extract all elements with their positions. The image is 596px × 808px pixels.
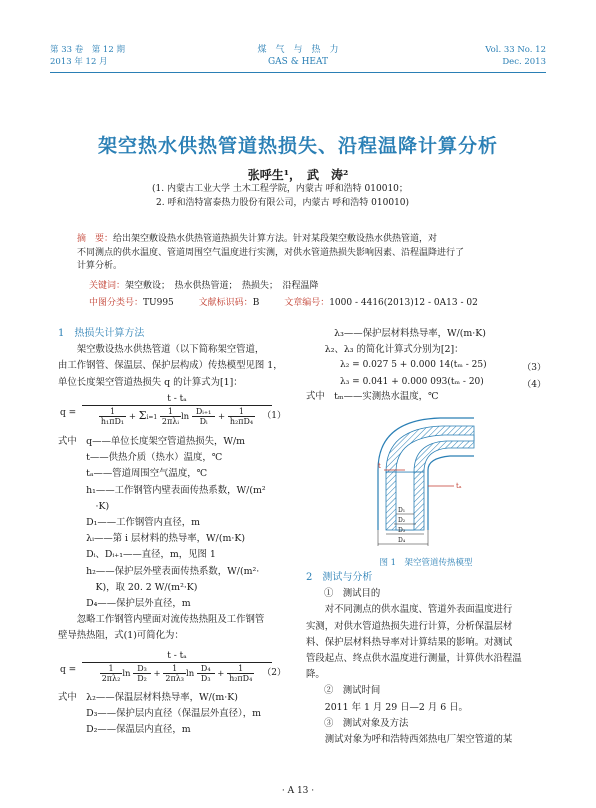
def-ta: tₐ——管道周围空气温度，℃ — [58, 468, 208, 480]
def-lambda3: λ₃——保护层材料热导率，W/(m·K) — [306, 328, 486, 339]
doc-code: B — [252, 298, 260, 308]
page-number: · A 13 · — [281, 786, 315, 796]
abstract — [77, 233, 527, 274]
issue-date: 2013 年 12 月 — [50, 57, 108, 67]
figure-1-caption: 图 1 架空管道传热模型 — [379, 558, 473, 568]
def-q: 式中 q——单位长度架空管道热损失，W/m — [58, 436, 246, 447]
para-purpose-line-4: 管段起点、终点供水温度进行测量，计算供水沿程温 — [306, 653, 522, 665]
label-d2: D₂ — [398, 517, 406, 524]
eq1-number: （1） — [262, 411, 286, 421]
def-h1-unit: ·K) — [58, 500, 110, 512]
para-1-line-2: 由工作钢管、保温层、保护层构成）传热模型见图 1， — [58, 360, 283, 372]
label-d4: D₄ — [398, 537, 406, 544]
abstract-line-3: 计算分析。 — [77, 261, 123, 271]
clc-label: 中图分类号： — [89, 298, 144, 308]
def-h2: h₂——保护层外壁表面传热系数，W/(m²· — [58, 565, 260, 577]
para-time: 2011 年 1 月 29 日—2 月 6 日。 — [306, 701, 468, 713]
simplified-intro: λ₂、λ₃ 的简化计算式分别为[2]： — [306, 344, 464, 356]
para-purpose-line-2: 实测，对供水管道热损失进行计算，分析保温层材 — [306, 620, 513, 632]
subsection-test-object: ③ 测试对象及方法 — [324, 717, 409, 729]
journal-volume-en — [485, 44, 546, 68]
def-d2: D₂——保温层内直径，m — [58, 724, 191, 736]
subsection-test-time: ② 测试时间 — [324, 685, 381, 697]
authors: 张呼生¹， 武 涛² — [247, 168, 349, 182]
label-d3: D₃ — [398, 527, 406, 534]
eq1-denominator: $\frac{1}{\text{h₁πD₁}}$ + Σi=1 $\frac{1}{\text{2πλᵢ}}$ ln $\frac{\text{Dᵢ₊₁}}{\text{Dᵢ}}$ + $\frac{1}{\text{h₂πD₄}}$ — [100, 407, 254, 426]
keywords-text: 架空敷设； 热水供热管道； 热损失； 沿程温降 — [125, 281, 319, 291]
para-1-line-3: 单位长度架空管道热损失 q 的计算式为[1]： — [58, 376, 243, 388]
volume-issue: 第 33 卷 第 12 期 — [50, 45, 125, 55]
definitions-1 — [58, 434, 308, 645]
para-1-line-1: 架空敷设热水供热管道（以下简称架空管道， — [58, 344, 265, 356]
def-h1: h₁——工作钢管内壁表面传热系数，W/(m² — [58, 484, 266, 496]
journal-name — [230, 44, 366, 68]
affiliation-2: 2. 呼和浩特富泰热力股份有限公司，内蒙古 呼和浩特 010010) — [156, 198, 410, 208]
def-d4: D₄——保护层外直径，m — [58, 598, 191, 610]
para-purpose-line-1: 对不同测点的供水温度、管道外表面温度进行 — [306, 604, 513, 616]
definitions-2 — [58, 690, 308, 739]
def-h2-value: K)，取 20. 2 W/(m²·K) — [58, 581, 198, 593]
clc-code: TU995 — [143, 298, 174, 308]
def-d3: D₃——保护层内直径（保温层外直径），m — [58, 708, 261, 720]
eq2-number: （2） — [262, 668, 286, 678]
equation-3 — [340, 360, 546, 373]
para-purpose-line-5: 降。 — [306, 669, 325, 681]
subsection-test-purpose: ① 测试目的 — [324, 588, 381, 600]
para-2-line-1: 忽略工作钢管内壁面对流传热热阻及工作钢管 — [58, 614, 265, 626]
section-1-heading: 1 热损失计算方法 — [58, 328, 145, 339]
eq4-number: （4） — [522, 380, 546, 390]
abstract-line-2: 不同测点的供水温度、管道周围空气温度进行实测，对供水管道热损失影响因素、沿程温降进行了 — [77, 247, 465, 258]
abstract-label: 摘 要： — [77, 234, 114, 244]
classification-line — [89, 295, 549, 308]
article-number-label: 文章编号： — [284, 298, 330, 308]
equation-4 — [340, 377, 546, 390]
eq3-number: （3） — [522, 363, 546, 373]
def-di: Dᵢ、Dᵢ₊₁——直径，m，见图 1 — [58, 549, 216, 561]
right-column-top — [306, 326, 546, 358]
journal-volume-issue — [50, 44, 125, 68]
right-column-body — [306, 570, 548, 748]
affiliations — [152, 182, 409, 210]
volume-en: Vol. 33 No. 12 — [485, 45, 546, 55]
label-d1: D₁ — [398, 507, 406, 514]
label-ta: tₐ — [456, 482, 462, 490]
eq2-denominator: $\frac{1}{\text{2πλ₂}}$ ln $\frac{\text{D₃}}{\text{D₂}}$ + $\frac{1}{\text{2πλ₃}}$ ln $\frac{\text{D₄}}{\text{D₃}}$ + $\frac{1}{\text{h₂πD₄}}$ — [101, 664, 253, 683]
article-number: 1000 - 4416(2013)12 - 0A13 - 02 — [329, 298, 478, 308]
keywords-label: 关键词： — [89, 281, 126, 291]
pipe-heat-transfer-figure — [370, 410, 480, 554]
paper-title: 架空热水供热管道热损失、沿程温降计算分析 — [97, 135, 498, 157]
def-lambda2: 式中 λ₂——保温层材料热导率，W/(m·K) — [58, 692, 238, 703]
left-column — [58, 326, 298, 391]
para-purpose-line-3: 料、保护层材料热导率对计算结果的影响。对测试 — [306, 636, 513, 648]
keywords — [89, 278, 319, 291]
eq3-body: λ₂ = 0.027 5 + 0.000 14(tₘ - 25) — [340, 360, 487, 370]
journal-name-en: GAS & HEAT — [267, 57, 329, 67]
section-2-heading: 2 测试与分析 — [306, 572, 373, 583]
def-d1: D₁——工作钢管内直径，m — [58, 517, 201, 529]
affiliation-1: (1. 内蒙古工业大学 土木工程学院，内蒙古 呼和浩特 010010； — [152, 184, 408, 194]
header-divider — [50, 72, 546, 73]
doc-code-label: 文献标识码： — [198, 298, 253, 308]
abstract-line-1: 给出架空敷设热水供热管道热损失计算方法。针对某段架空敷设热水供热管道，对 — [113, 234, 438, 244]
para-object-line-1: 测试对象为呼和浩特西郊热电厂架空管道的某 — [306, 734, 513, 746]
eq1-numerator: t - tₐ — [82, 394, 272, 406]
para-2-line-2: 壁导热热阻，式(1)可简化为： — [58, 630, 184, 642]
def-lambda-i: λᵢ——第 i 层材料的热导率，W/(m·K) — [58, 533, 246, 545]
def-t: t——供热介质（热水）温度，℃ — [58, 452, 223, 464]
label-t: t — [378, 462, 381, 470]
journal-name-cn: 煤 气 与 热 力 — [257, 45, 339, 55]
def-tm: 式中 tₘ——实测热水温度，℃ — [306, 391, 439, 402]
date-en: Dec. 2013 — [502, 57, 546, 67]
eq4-body: λ₃ = 0.041 + 0.000 093(tₘ - 20) — [340, 377, 484, 387]
eq2-numerator: t - tₐ — [82, 651, 272, 663]
equation-1: q = t - tₐ $\frac{1}{\text{h₁πD₁}}$ + Σi=1 $\frac{1}{\text{2πλᵢ}}$ ln $\frac{\text{Dᵢ₊₁}}{\text{Dᵢ}}$ + $\frac{1}{\text{h₂πD₄}}$ （1） — [60, 394, 286, 426]
equation-2: q = t - tₐ $\frac{1}{\text{2πλ₂}}$ ln $\frac{\text{D₃}}{\text{D₂}}$ + $\frac{1}{\text{2πλ₃}}$ ln $\frac{\text{D₄}}{\text{D₃}}$ + $\frac{1}{\text{h₂πD₄}}$ （2） — [60, 651, 286, 683]
